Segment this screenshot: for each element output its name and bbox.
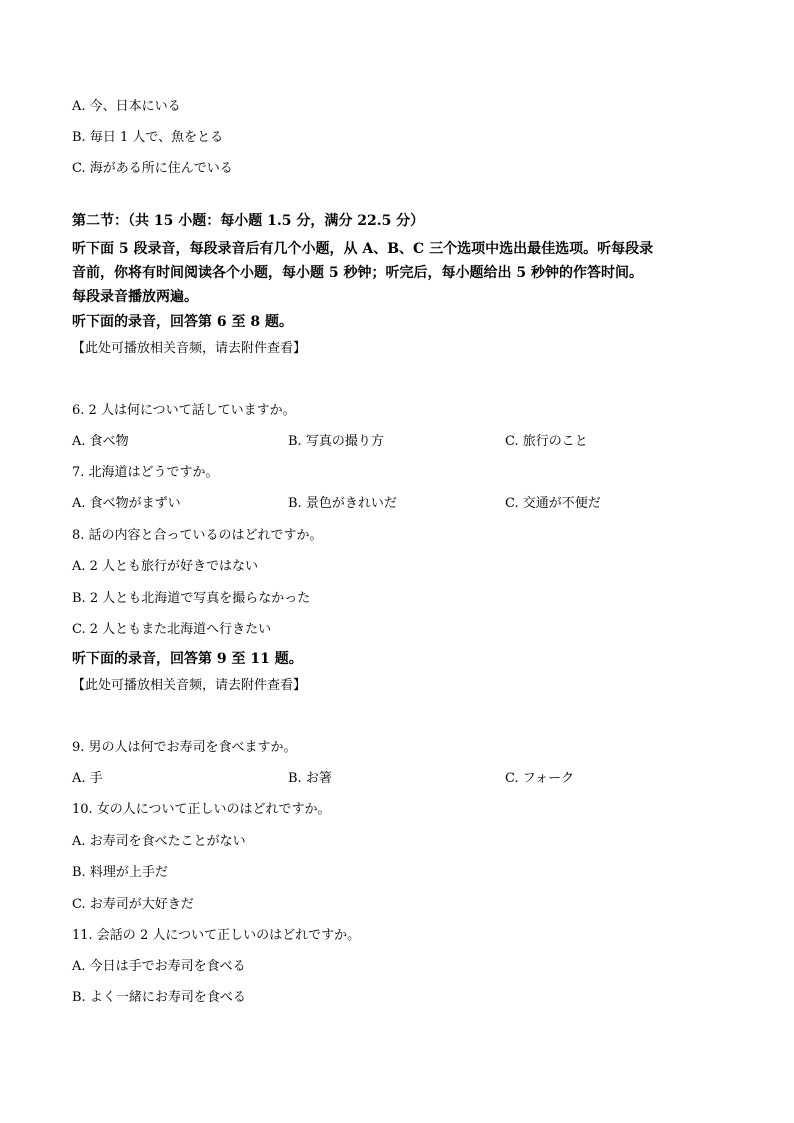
group1-audio-note: 【此处可播放相关音频，请去附件查看】: [72, 341, 307, 356]
q10-option-b: B. 料理が上手だ: [72, 865, 168, 880]
q8-option-b: B. 2 人とも北海道で写真を撮らなかった: [72, 591, 311, 606]
q6-options: [72, 433, 722, 451]
q7-option-c: C. 交通が不便だ: [505, 496, 601, 511]
q11-option-b: B. よく一緒にお寿司を食べる: [72, 990, 246, 1005]
q11-question: 11. 会話の 2 人について正しいのはどれですか。: [72, 928, 361, 943]
section2-instruction-line-2: 音前，你将有时间阅读各个小题，每小题 5 秒钟；听完后，每小题给出 5 秒钟的作答时间。: [72, 265, 643, 281]
q9-option-a: A. 手: [72, 771, 103, 786]
q9-option-c: C. フォーク: [505, 771, 575, 786]
q8-question: 8. 話の内容と合っているのはどれですか。: [72, 528, 323, 543]
q7-question: 7. 北海道はどうですか。: [72, 465, 219, 480]
q5-option-a: A. 今、日本にいる: [72, 99, 181, 114]
q10-option-c: C. お寿司が大好きだ: [72, 897, 194, 912]
q7-option-b: B. 景色がきれいだ: [288, 496, 397, 511]
q9-option-b: B. お箸: [288, 771, 332, 786]
q6-option-c: C. 旅行のこと: [505, 434, 588, 449]
q5-option-c: C. 海がある所に住んでいる: [72, 161, 233, 176]
q10-option-a: A. お寿司を食べたことがない: [72, 834, 246, 849]
q8-option-c: C. 2 人ともまた北海道へ行きたい: [72, 622, 272, 637]
q6-question: 6. 2 人は何について話していますか。: [72, 403, 296, 418]
q10-question: 10. 女の人について正しいのはどれですか。: [72, 802, 331, 817]
q11-option-a: A. 今日は手でお寿司を食べる: [72, 959, 246, 974]
section2-instruction-line-3: 每段录音播放两遍。: [72, 289, 198, 305]
group2-audio-note: 【此处可播放相关音频，请去附件查看】: [72, 678, 307, 693]
q7-option-a: A. 食べ物がまずい: [72, 496, 181, 511]
section2-instruction-line-1: 听下面 5 段录音，每段录音后有几个小题，从 A、B、C 三个选项中选出最佳选项。听每段录: [72, 241, 654, 257]
group1-heading: 听下面的录音，回答第 6 至 8 题。: [72, 314, 293, 330]
q6-option-b: B. 写真の撮り方: [288, 434, 384, 449]
q9-question: 9. 男の人は何でお寿司を食べますか。: [72, 740, 297, 755]
section2-heading: 第二节：（共 15 小题：每小题 1.5 分，满分 22.5 分）: [72, 213, 425, 229]
q6-option-a: A. 食べ物: [72, 434, 129, 449]
q8-option-a: A. 2 人とも旅行が好きではない: [72, 559, 259, 574]
q7-options: [72, 495, 722, 513]
group2-heading: 听下面的录音，回答第 9 至 11 题。: [72, 651, 303, 667]
q9-options: [72, 770, 722, 788]
q5-option-b: B. 毎日 1 人で、魚をとる: [72, 130, 224, 145]
